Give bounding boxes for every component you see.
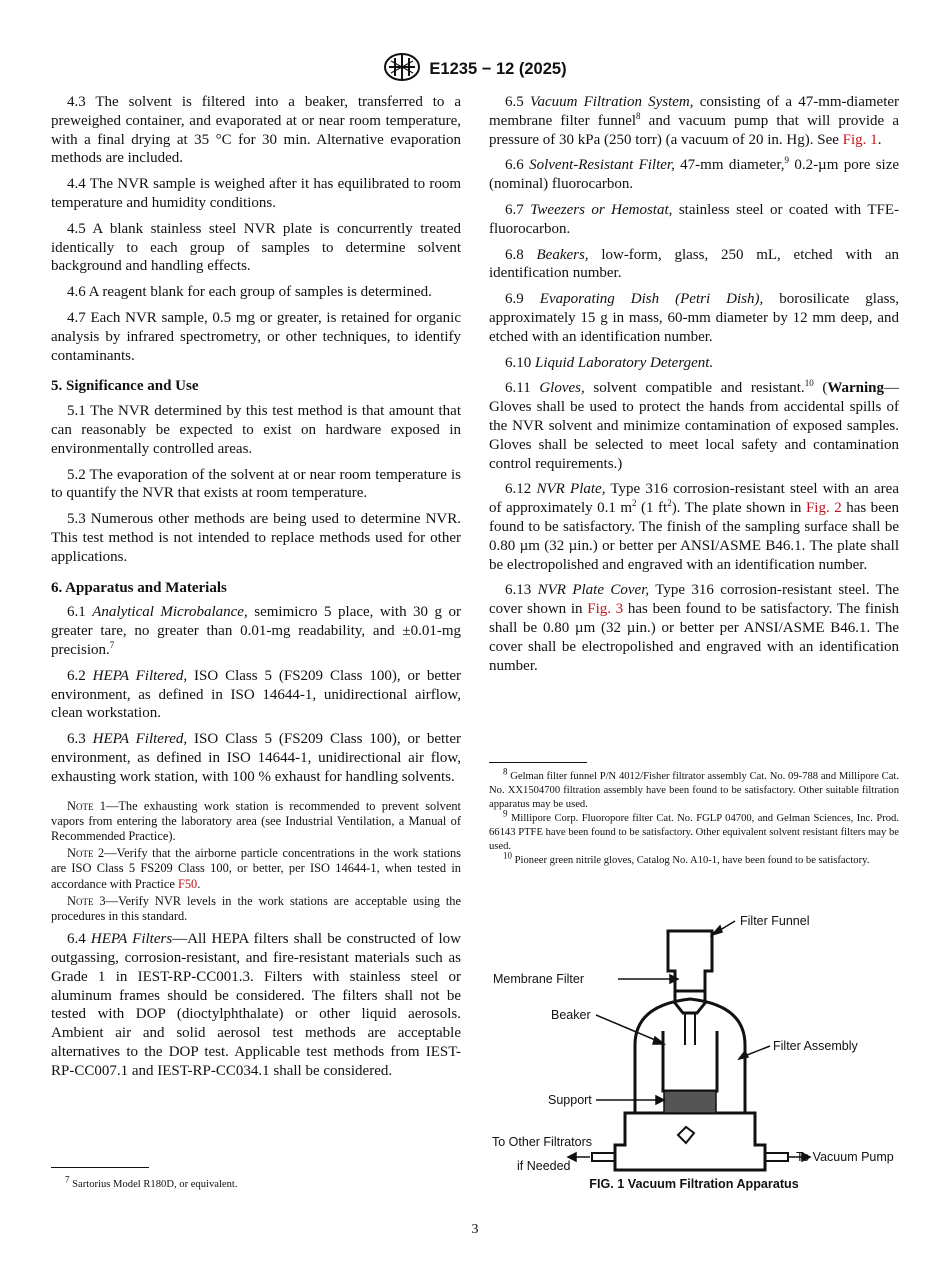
para-6-13	[489, 581, 899, 675]
para-num: 6.2	[67, 667, 86, 684]
fig-3-link[interactable]: Fig. 3	[587, 601, 624, 618]
section-5-heading: 5. Significance and Use	[51, 378, 199, 395]
para-4-3: 4.3 The solvent is filtered into a beaker, transferred to a preweighed container, and evaporated at or near room temperature, with a final drying at 35 °C for 30 min. Alternative evaporation methods are included.	[51, 94, 461, 167]
note-label: Note	[67, 846, 94, 861]
para-text: has been found to be satisfactory. The finish of the sampling surface shall be 0.80 µm (32 µin.) or better per ANSI/ASME B46.1. The plate shall be electropolished and engraved with an identification number.	[489, 500, 899, 573]
figure-caption: FIG. 1 Vacuum Filtration Apparatus	[589, 1177, 799, 1191]
astm-logo-icon	[383, 52, 421, 87]
note-number: 2	[98, 846, 105, 861]
para-text: semimicro 5 place, with 30 g or greater tare, no greater than 0.01-mg readability, and ±0.01-mg precision.	[51, 604, 462, 658]
note-text: —The exhausting work station is recommended to prevent solvent vapors from entering the laboratory area (see Industrial Ventilation, a Manual of Recommended Practice).	[51, 798, 461, 843]
para-term: Gloves,	[539, 380, 585, 397]
para-term: NVR Plate,	[536, 481, 606, 498]
para-term: Beakers,	[536, 246, 589, 263]
footnote-number: 10	[503, 850, 512, 861]
para-num: 6.12	[505, 481, 532, 498]
para-term: HEPA Filtered,	[92, 667, 188, 684]
footnote-ref[interactable]: 10	[804, 378, 814, 389]
section-6-heading: 6. Apparatus and Materials	[51, 579, 227, 596]
footnote-text: Sartorius Model R180D, or equivalent.	[72, 1179, 238, 1190]
para-term: HEPA Filters	[90, 931, 173, 948]
para-num: 6.8	[505, 246, 524, 263]
vacuum-filtration-apparatus-figure	[480, 895, 910, 1185]
para-term: Liquid Laboratory Detergent.	[535, 354, 714, 371]
page-number: 3	[471, 1222, 479, 1237]
page-header	[0, 52, 950, 87]
para-term: NVR Plate Cover,	[537, 582, 650, 599]
para-text: ISO Class 5 (FS209 Class 100), or better environment, as defined in ISO 14644-1, unidirectional air flow, exhausting work station, with 100 % exhaust for handling solvents.	[51, 731, 461, 785]
para-text: —All HEPA filters shall be constructed of low outgassing, corrosion-resistant, and fire-resistant materials such as Grade 1 in IEST-RP-CC001.3. Filters with stainless steel or aluminum frames should be considered. The filters shall not be tested with DOP (dioctylphthalate) or other liquid aerosols. Ambient air and solid aerosol test methods are acceptable alternatives to the DOP test. Applicable test methods from IEST-RP-CC007.1 and IEST-RP-CC034.1 shall be considered.	[51, 931, 462, 1079]
para-num: 6.9	[505, 291, 524, 308]
para-term: HEPA Filtered,	[92, 731, 188, 748]
note-3	[51, 894, 461, 924]
para-text: Type 316 corrosion-resistant steel with an area of approximately 0.1 m	[489, 481, 899, 517]
para-6-8	[489, 246, 899, 284]
para-num: 6.1	[67, 604, 86, 621]
para-num: 6.11	[505, 380, 531, 397]
para-end: .	[877, 131, 882, 148]
para-num: 6.6	[505, 157, 524, 174]
footnote-8	[489, 766, 899, 812]
note-text: —Verify that the airborne particle concentrations in the work stations are ISO Class 5 FS209 Class 100, or better, per ISO 14644-1, when tested in accordance with Practice	[51, 846, 461, 891]
left-column	[51, 93, 461, 1088]
label-support: Support	[548, 1093, 592, 1107]
label-to-vacuum-pump: To Vacuum Pump	[796, 1150, 894, 1164]
para-6-2	[51, 667, 461, 723]
footnotes-right	[489, 766, 899, 868]
para-num: 6.4	[67, 931, 86, 948]
fig-1-link[interactable]: Fig. 1	[842, 131, 878, 148]
note-label: Note	[67, 893, 94, 908]
para-num: 6.3	[67, 731, 86, 748]
para-6-11: 6.11 Gloves, solvent compatible and resistant.$^{10}$ (Warning—Gloves shall be used to protect the hands from accidental spills of the NVR solvent and minimize contamination of exposed samples. Gloves shall be selected to meet local safety and contamination control requirements.)	[489, 378, 900, 472]
para-text: Type 316 corrosion-resistant steel. The cover shown in	[489, 582, 900, 618]
para-4-6: 4.6 A reagent blank for each group of samples is determined.	[67, 284, 432, 301]
note-2	[51, 846, 461, 892]
para-term: Vacuum Filtration System,	[529, 94, 694, 110]
label-filter-assembly: Filter Assembly	[773, 1039, 858, 1053]
label-filter-funnel: Filter Funnel	[740, 914, 810, 928]
para-text: ISO Class 5 (FS209 Class 100), or better environment, as defined in ISO 14644-1, unidirectional airflow, clean workstation.	[51, 667, 461, 722]
para-4-5: 4.5 A blank stainless steel NVR plate is concurrently treated identically to each group of samples to determine solvent background and handling effects.	[51, 220, 461, 275]
para-4-4: 4.4 The NVR sample is weighed after it has equilibrated to room temperature and humidity conditions.	[51, 176, 461, 211]
warning-label: Warning	[827, 380, 885, 397]
right-column	[489, 93, 899, 682]
para-num: 6.13	[505, 582, 532, 599]
para-term: Tweezers or Hemostat,	[530, 201, 673, 218]
para-text: consisting of a 47-mm-diameter membrane filter funnel	[489, 94, 900, 129]
para-text: —Gloves shall be used to protect the hands from accidental spills of the NVR solvent and minimize contamination of exposed samples. Gloves shall be selected to meet local safety and contamination control requirements.)	[489, 380, 900, 472]
superscript: 2	[667, 498, 672, 509]
para-term: Evaporating Dish (Petri Dish),	[539, 291, 764, 308]
para-6-4	[51, 930, 461, 1080]
note-1	[51, 799, 461, 845]
para-6-1	[51, 603, 461, 659]
label-membrane-filter: Membrane Filter	[493, 972, 584, 986]
footnote-9	[489, 808, 899, 854]
para-text: has been found to be satisfactory. The finish shall be 0.80 µm (32 µin.) or better per ANSI/ASME B46.1. The cover shall be electropolished and engraved with an identification number.	[489, 601, 899, 674]
footnote-number: 7	[65, 1174, 70, 1185]
para-5-3: 5.3 Numerous other methods are being used to determine NVR. This test method is not intended to replace methods used for other applications.	[51, 511, 461, 565]
footnote-text: Millipore Corp. Fluoropore filter Cat. No. FGLP 04700, and Gelman Sciences, Inc. Prod. 66143 PTFE have been found to be satisfactory. Other equivalent solvent resistant filters may be used.	[489, 813, 899, 852]
para-5-2: 5.2 The evaporation of the solvent at or near room temperature is to quantify the NVR that exists at room temperature.	[51, 466, 461, 502]
note-label: Note	[67, 798, 94, 813]
note-number: 3	[99, 893, 106, 908]
para-num: 6.7	[505, 201, 524, 218]
footnote-ref[interactable]: 8	[636, 110, 641, 121]
footnote-7	[51, 1174, 461, 1192]
para-num: 6.5	[505, 94, 524, 110]
footnote-rule	[51, 1167, 149, 1168]
para-text: ). The plate shown in	[671, 500, 806, 517]
label-beaker: Beaker	[551, 1008, 591, 1022]
para-text: borosilicate glass, approximately 15 g in mass, 60-mm diameter by 12 mm deep, and etched with an identification number.	[489, 291, 900, 345]
para-6-12	[489, 480, 899, 574]
para-text: low-form, glass, 250 mL, etched with an identification number.	[489, 246, 899, 282]
para-text: and vacuum pump that will provide a pressure of 30 kPa (250 torr) (a vacuum of 20 in. Hg). See	[489, 112, 899, 148]
para-6-3	[51, 730, 461, 786]
para-4-7: 4.7 Each NVR sample, 0.5 mg or greater, is retained for organic analysis by infrared spectrometry, or other techniques, to identify contaminants.	[51, 309, 461, 364]
footnote-ref[interactable]: 7	[109, 639, 115, 650]
para-text: solvent compatible and resistant.	[593, 380, 805, 397]
footnote-text: Gelman filter funnel P/N 4012/Fisher filtrator assembly Cat. No. 09-788 and Millipore Cat. No. XX1504700 filtration assembly have been found to be satisfactory. Other suitable filtration apparatus may be used.	[489, 771, 899, 810]
para-5-1: 5.1 The NVR determined by this test method is that amount that can reasonably be expected to exist on hardware exposed in environmentally controlled areas.	[51, 403, 461, 457]
para-6-10	[489, 354, 899, 373]
note-end: .	[197, 876, 201, 891]
footnote-10	[489, 850, 899, 868]
note-text: —Verify NVR levels in the work stations are acceptable using the procedures in this standard.	[51, 893, 461, 923]
label-if-needed: if Needed	[517, 1159, 571, 1173]
footnote-number: 9	[503, 808, 508, 819]
footnote-rule	[489, 762, 587, 763]
practice-f50-link[interactable]: F50	[177, 876, 198, 891]
fig-2-link[interactable]: Fig. 2	[805, 500, 842, 517]
para-6-5	[489, 93, 899, 149]
para-6-6	[489, 156, 899, 194]
para-num: 6.10	[505, 354, 532, 371]
footnote-number: 8	[503, 766, 508, 777]
para-text: stainless steel or coated with TFE-fluorocarbon.	[489, 201, 900, 237]
para-term: Analytical Microbalance,	[92, 604, 248, 621]
label-to-other-filtrators: To Other Filtrators	[492, 1135, 593, 1149]
para-6-9	[489, 290, 899, 346]
footnote-ref[interactable]: 9	[784, 155, 789, 166]
document-designation: E1235 − 12 (2025)	[429, 60, 567, 78]
para-text: 47-mm diameter,	[680, 157, 785, 174]
para-term: Solvent-Resistant Filter,	[529, 157, 675, 174]
para-6-7	[489, 201, 899, 239]
note-number: 1	[99, 798, 106, 813]
superscript: 2	[632, 498, 637, 509]
para-text: 0.2-µm pore size (nominal) fluorocarbon.	[489, 157, 900, 193]
footnote-text: Pioneer green nitrile gloves, Catalog No. A10-1, have been found to be satisfactory.	[514, 855, 870, 866]
support-block	[664, 1091, 716, 1113]
para-text: (1 ft	[636, 500, 668, 517]
